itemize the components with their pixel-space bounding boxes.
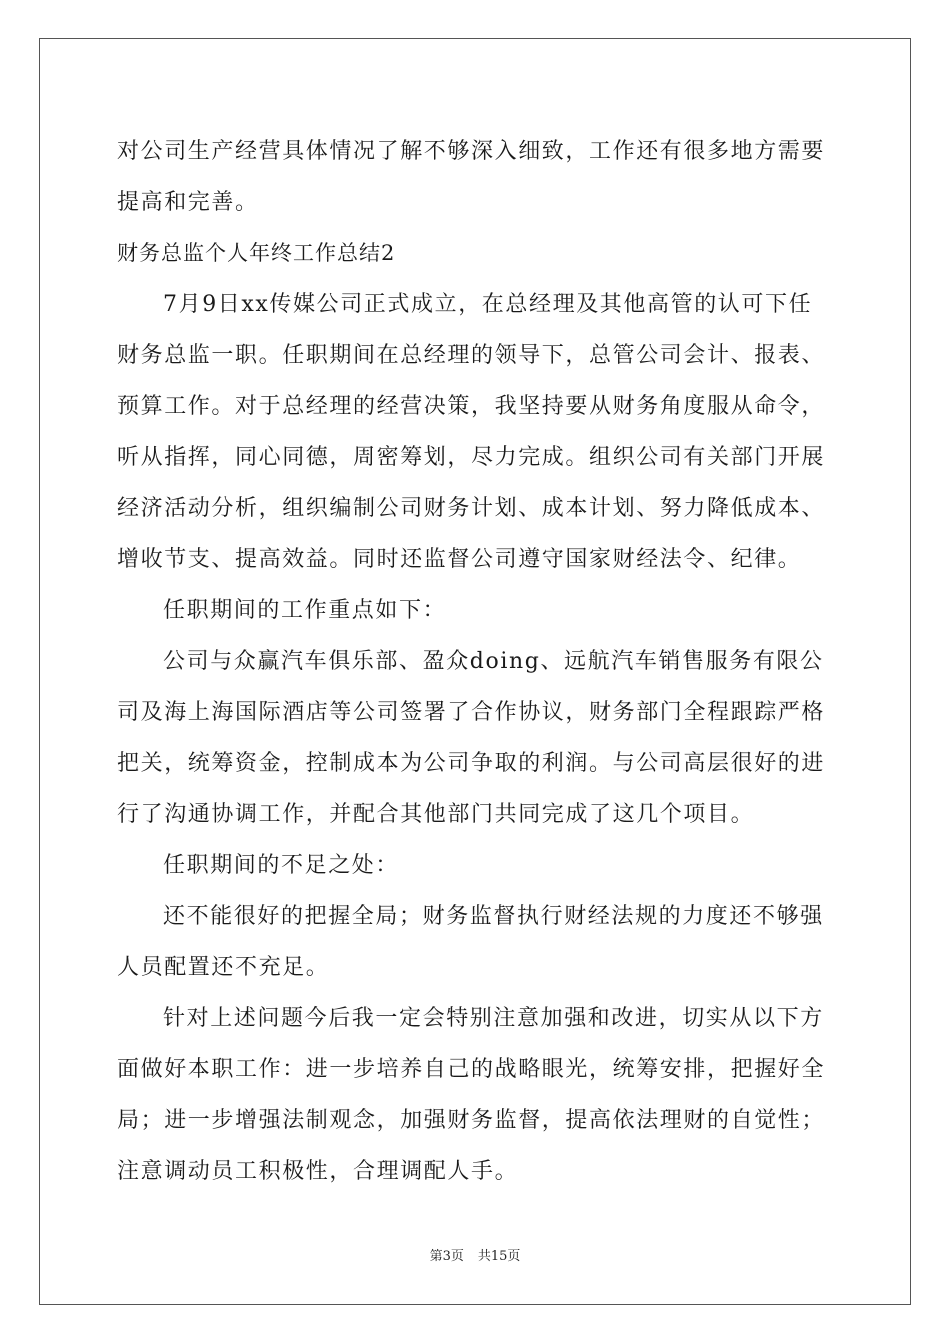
paragraph-line: 人员配置还不充足。 bbox=[117, 955, 330, 980]
section-title: 财务总监个人年终工作总结2 bbox=[117, 241, 396, 265]
paragraph-line: 提高和完善。 bbox=[117, 190, 259, 215]
paragraph-line: 把关，统筹资金，控制成本为公司争取的利润。与公司高层很好的进 bbox=[117, 751, 826, 776]
paragraph-line: 听从指挥，同心同德，周密筹划，尽力完成。组织公司有关部门开展 bbox=[117, 445, 826, 470]
paragraph-line: 经济活动分析，组织编制公司财务计划、成本计划、努力降低成本、 bbox=[117, 496, 826, 521]
paragraph-line: 针对上述问题今后我一定会特别注意加强和改进，切实从以下方 bbox=[163, 1006, 824, 1031]
paragraph-line: 行了沟通协调工作，并配合其他部门共同完成了这几个项目。 bbox=[117, 802, 755, 827]
paragraph-line: 对公司生产经营具体情况了解不够深入细致，工作还有很多地方需要 bbox=[117, 139, 826, 164]
page-total: 共15页 bbox=[477, 1249, 521, 1264]
paragraph-line: 司及海上海国际酒店等公司签署了合作协议，财务部门全程跟踪严格 bbox=[117, 700, 826, 725]
paragraph-line: 面做好本职工作：进一步培养自己的战略眼光，统筹安排，把握好全 bbox=[117, 1057, 826, 1082]
paragraph-line: 任职期间的不足之处： bbox=[163, 853, 400, 878]
page-number: 第3页 bbox=[429, 1249, 464, 1264]
paragraph-line: 局；进一步增强法制观念，加强财务监督，提高依法理财的自觉性； bbox=[117, 1108, 826, 1133]
paragraph-line: 预算工作。对于总经理的经营决策，我坚持要从财务角度服从命令， bbox=[117, 394, 826, 419]
document-body bbox=[117, 126, 837, 1197]
paragraph-line: 公司与众赢汽车俱乐部、盈众doing、远航汽车销售服务有限公 bbox=[163, 649, 824, 674]
page-footer bbox=[0, 1245, 950, 1264]
paragraph-line: 财务总监一职。任职期间在总经理的领导下，总管公司会计、报表、 bbox=[117, 343, 826, 368]
paragraph-line: 任职期间的工作重点如下： bbox=[163, 598, 447, 623]
paragraph-line: 还不能很好的把握全局；财务监督执行财经法规的力度还不够强 bbox=[163, 904, 824, 929]
paragraph-line: 增收节支、提高效益。同时还监督公司遵守国家财经法令、纪律。 bbox=[117, 547, 802, 572]
paragraph-line: 7月9日xx传媒公司正式成立，在总经理及其他高管的认可下任 bbox=[163, 292, 813, 317]
paragraph-line: 注意调动员工积极性，合理调配人手。 bbox=[117, 1159, 519, 1184]
